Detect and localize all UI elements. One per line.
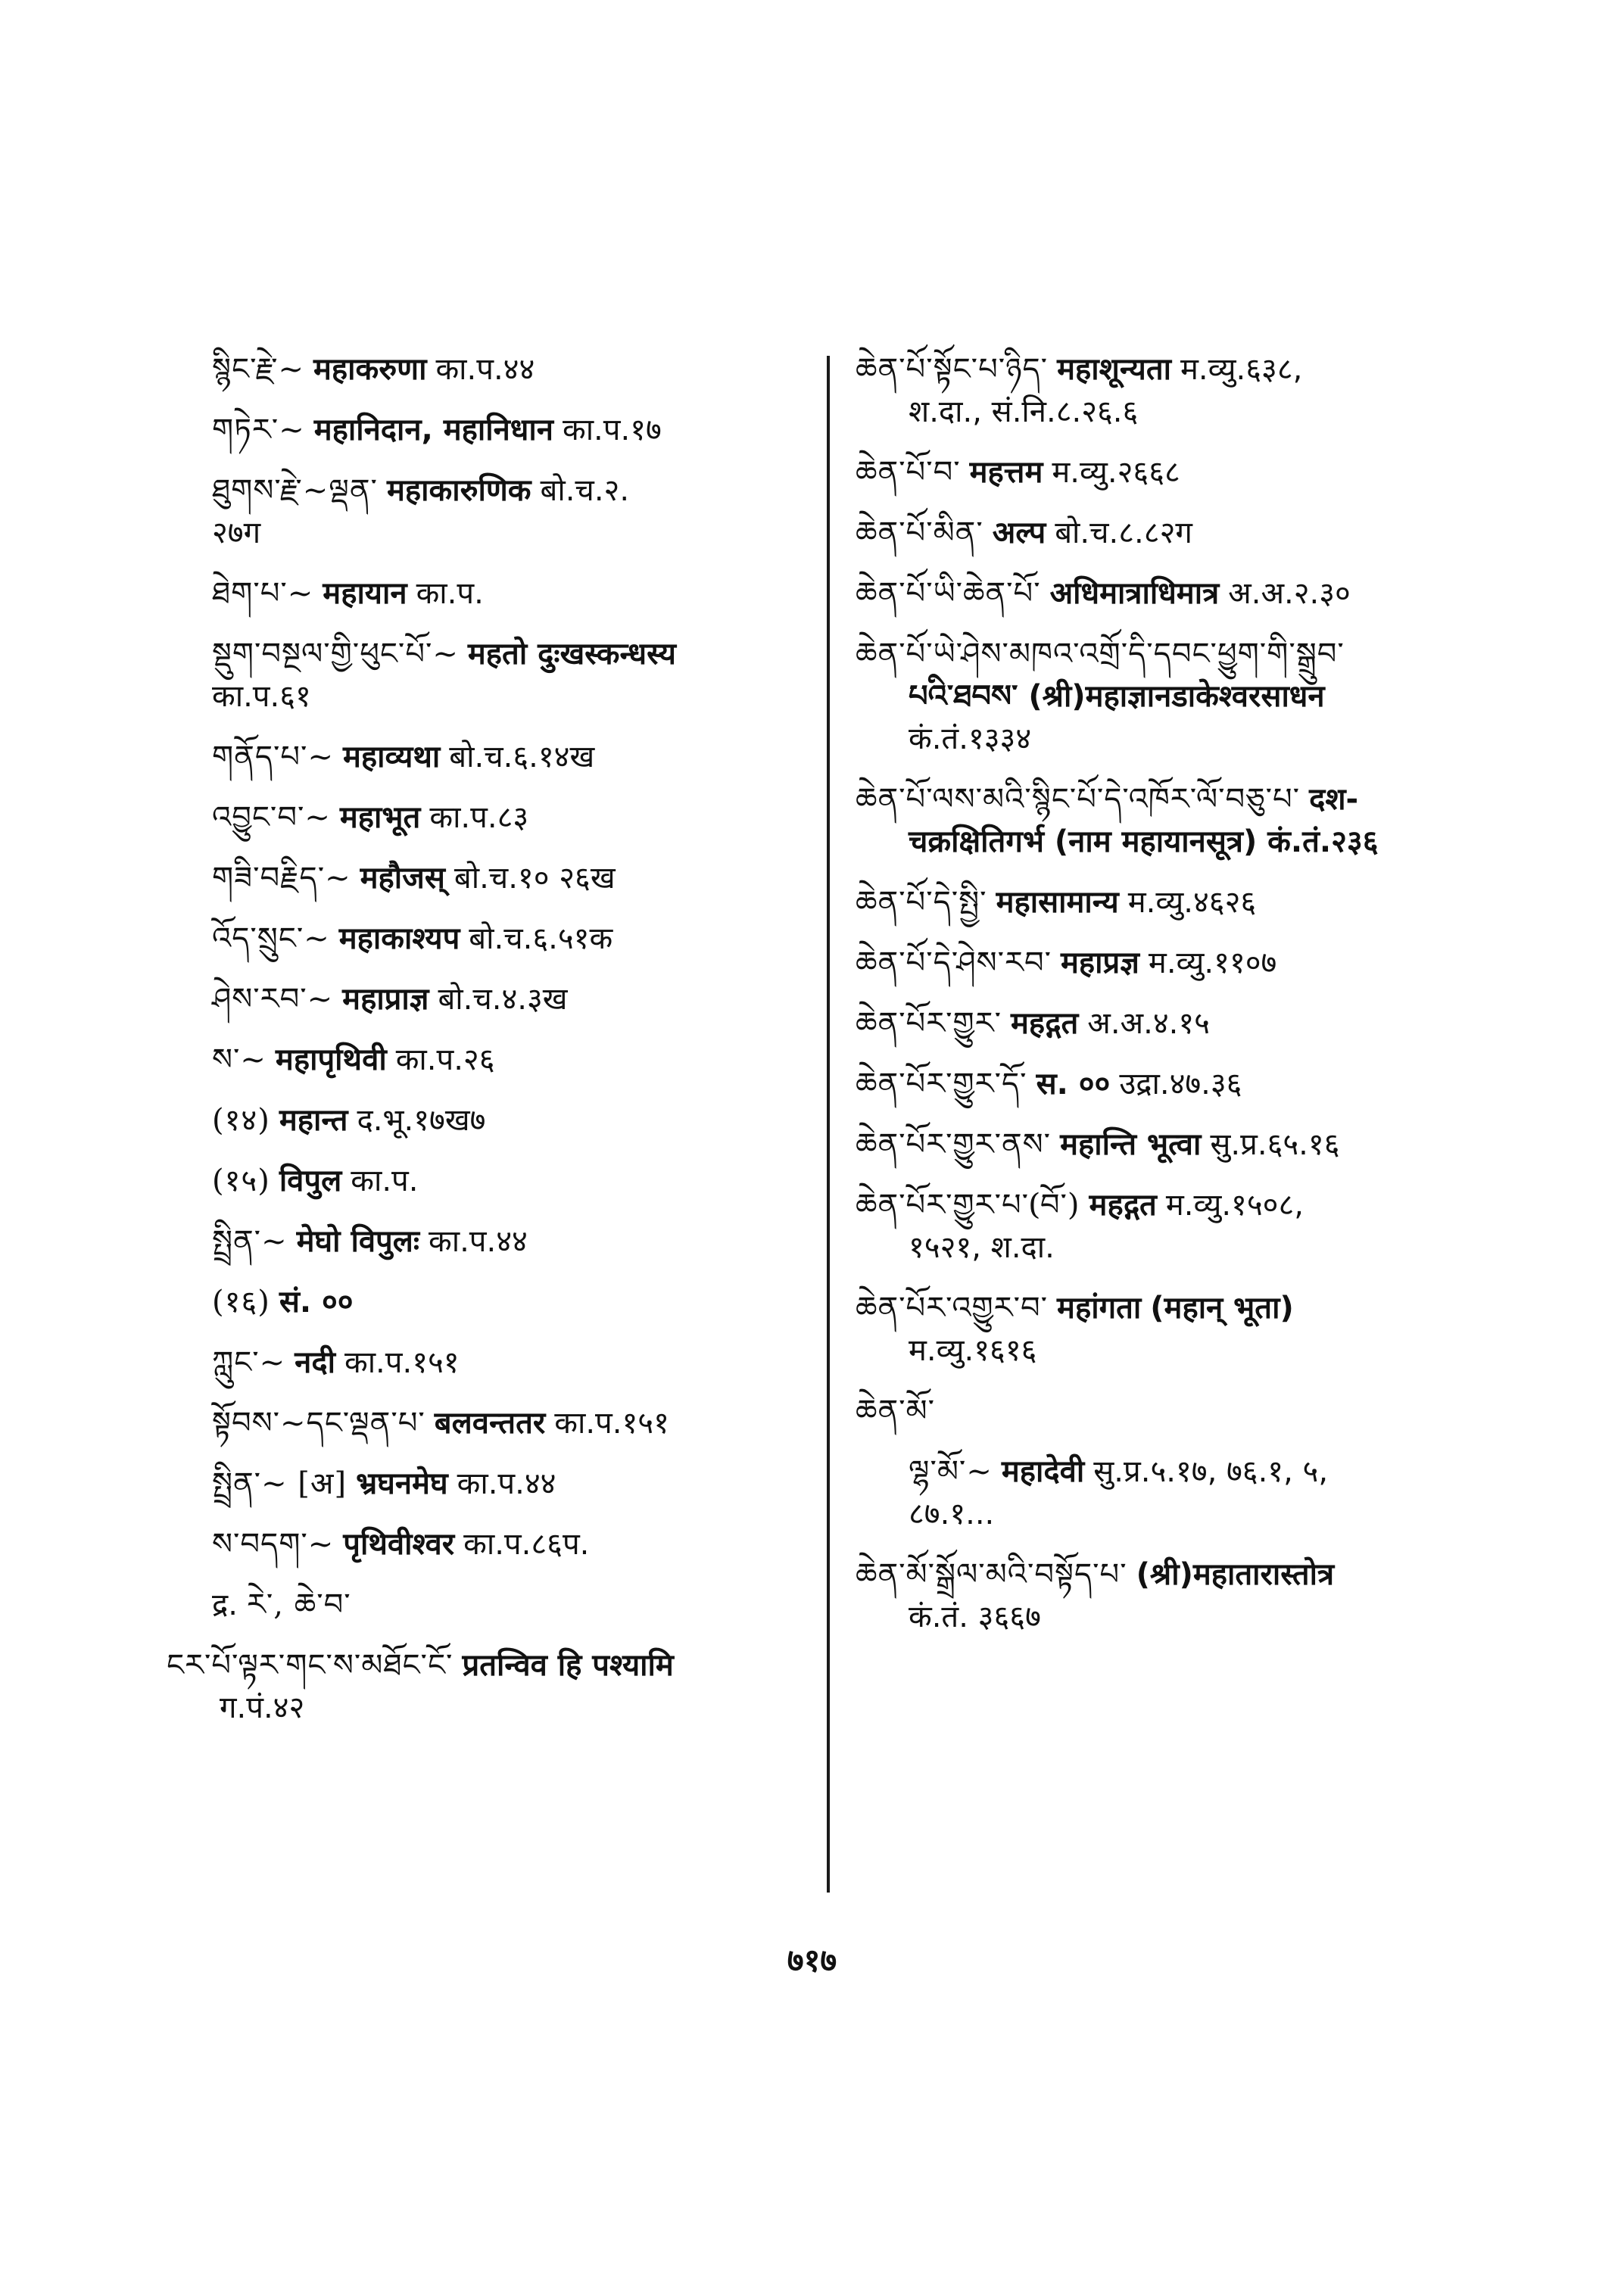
sanskrit-term: महाप्रज्ञ [1061, 946, 1139, 980]
sanskrit-term: महतो दुःखस्कन्धस्य [467, 637, 676, 671]
sanskrit-term: महानिदान, महानिधान [313, 413, 553, 447]
list-item [212, 409, 818, 451]
sanskrit-term: महाप्राज्ञ [342, 982, 429, 1017]
reference: का.प. [351, 1164, 419, 1198]
tibetan-term: ཆེན་མོ་ [856, 1394, 936, 1428]
sanskrit-term: महौजस् [360, 861, 445, 896]
tibetan-term: ཆེན་པོ་སྟོང་པ་ཉིད་ [856, 352, 1049, 387]
see-also-terms: རེ་, ཆེ་བ་ [246, 1587, 351, 1622]
reference-continuation: कं.तं. ३६६७ [909, 1600, 1041, 1634]
list-item [212, 857, 818, 899]
list-item [856, 348, 1446, 433]
tibetan-term: ས་བདག་~ [212, 1527, 335, 1562]
sanskrit-term: विपुल [279, 1164, 342, 1198]
reference: उद्रा.४७.३६ [1119, 1067, 1242, 1101]
sense-number: (१६) [212, 1285, 270, 1319]
sanskrit-continuation: चक्रक्षितिगर्भ (नाम महायानसूत्र) कं.तं.२३६ [909, 824, 1379, 859]
sanskrit-term: महाकरुणा [313, 352, 427, 387]
reference: का.प. [416, 576, 484, 611]
sanskrit-term: महान्ति भूत्वा [1060, 1127, 1202, 1162]
tibetan-term: ཆེན་མོ་སྒྲོལ་མའི་བསྟོད་པ་ [856, 1557, 1127, 1592]
sanskrit-term: बलवन्ततर [434, 1406, 546, 1441]
reference: का.प.८६प. [463, 1527, 590, 1562]
tibetan-term: འོད་སྲུང་~ [212, 921, 330, 956]
reference: का.प.४४ [457, 1466, 556, 1501]
sanskrit-term: महांगता [1057, 1291, 1142, 1326]
sanskrit-term: नदी [295, 1345, 335, 1380]
tibetan-term: ཤེས་རབ་~ [212, 982, 334, 1017]
reference: म.व्यु.६३८, [1180, 352, 1303, 387]
list-item [856, 778, 1446, 863]
list-item [212, 918, 818, 960]
sanskrit-term: दश- [1309, 782, 1359, 817]
sanskrit-term: प्रतन्विव हि पश्यामि [462, 1648, 674, 1683]
list-item [212, 1463, 818, 1505]
reference-continuation: ८७.१... [909, 1497, 995, 1531]
reference: बो.च.१० २६ख [454, 861, 616, 896]
gloss: (महान् भूता) [1150, 1291, 1294, 1326]
sanskrit-term: स. ०० [1036, 1067, 1111, 1101]
sanskrit-term: सं. ०० [279, 1285, 354, 1319]
tibetan-term: ཆེན་པོར་གྱུར་དོ་ [856, 1067, 1027, 1101]
list-item [212, 1220, 818, 1263]
list-item [856, 512, 1446, 554]
sanskrit-term: पृथिवीश्वर [343, 1527, 455, 1562]
tibetan-term: ཀླུང་~ [212, 1345, 286, 1380]
tibetan-term: སྤྲིན་~ [212, 1224, 288, 1259]
reference: बो.च.६.१४ख [449, 740, 595, 774]
sense-number: (१५) [212, 1164, 270, 1198]
list-item [856, 1553, 1446, 1638]
reference-continuation: कं.तं.१३३४ [909, 721, 1032, 756]
list-item [856, 1123, 1446, 1166]
tibetan-term: སྡུག་བསྔལ་གྱི་ཕུང་པོ་~ [212, 637, 459, 671]
sanskrit-term: महापृथिवी [275, 1042, 387, 1077]
reference: का.प.४४ [428, 1224, 528, 1259]
reference: द.भू.१७ख७ [357, 1103, 486, 1138]
list-item [212, 736, 818, 778]
list-item [212, 1584, 818, 1626]
sanskrit-term: (श्री)महातारास्तोत्र [1136, 1557, 1335, 1592]
list-item [212, 1402, 818, 1444]
reference: बो.च.८.८२ग [1055, 516, 1192, 550]
reference: म.व्यु.१५०८, [1165, 1188, 1304, 1223]
reference: का.प.८३ [429, 800, 529, 835]
list-item [212, 633, 818, 718]
tibetan-term: ཆེན་པོར་གྱུར་ནས་ [856, 1127, 1052, 1162]
reference: सु.प्र.६५.१६ [1210, 1127, 1340, 1162]
list-item [856, 942, 1446, 984]
tibetan-term: གནོད་པ་~ [212, 740, 334, 774]
left-column [167, 348, 818, 1747]
reference: का.प.१५१ [554, 1406, 669, 1441]
list-item [212, 978, 818, 1020]
sanskrit-term: महद्गत [1089, 1188, 1157, 1223]
list-item [212, 1281, 818, 1323]
sanskrit-term: अधिमात्राधिमात्र [1049, 576, 1220, 611]
list-item [856, 1450, 1446, 1535]
reference: म.व्यु.४६२६ [1127, 885, 1257, 920]
tibetan-term: འབྱུང་བ་~ [212, 800, 331, 835]
reference: बो.च.६.५१क [469, 921, 613, 956]
reference-continuation: १५२१, श.दा. [909, 1230, 1055, 1265]
tibetan-term: ཐེག་པ་~ [212, 576, 314, 611]
tibetan-term: ཆེན་པོ་ཡེ་ཤེས་མཁའ་འགྲོ་དི་དབང་ཕྱུག་གི་སྒྲུབ་ [856, 637, 1345, 671]
sanskrit-term: महद्गत [1011, 1006, 1079, 1041]
tibetan-term: ཆེན་པོ་བ་ [856, 455, 961, 490]
list-item [856, 451, 1446, 494]
list-item [856, 1002, 1446, 1045]
list-item [167, 1644, 818, 1729]
list-item [856, 1287, 1446, 1372]
sanskrit-term: महाव्यथा [342, 740, 441, 774]
tibetan-term: སྤྲིན་~ [अ] [212, 1466, 348, 1501]
column-divider [827, 356, 830, 1893]
sanskrit-term: अल्प [992, 516, 1046, 550]
tibetan-term: ཆེན་པོ་ལས་མའི་སྙིང་པོ་དེ་འཁོར་ལོ་བཅུ་པ་ [856, 782, 1301, 817]
list-item [212, 348, 818, 391]
right-column [856, 348, 1446, 1656]
sanskrit-term: महाकारुणिक [386, 473, 531, 508]
list-item [856, 633, 1446, 760]
sanskrit-term: महाकाश्यप [338, 921, 460, 956]
reference: बो.च.२. [540, 473, 630, 508]
list-item [856, 1390, 1446, 1432]
list-item [212, 469, 818, 554]
list-item [212, 1160, 818, 1202]
sanskrit-term: महाभूत [339, 800, 421, 835]
list-item [212, 1341, 818, 1384]
tibetan-term: སྟོབས་~དང་ལྡན་པ་ [212, 1406, 425, 1441]
list-item [856, 572, 1446, 615]
tibetan-term: ཆེན་པོ་དེ་ཤེས་རབ་ [856, 946, 1052, 980]
tibetan-term: ཆེན་པོར་གྱུར་པ་(ོབ་) [856, 1188, 1080, 1223]
sanskrit-term: महान्त [279, 1103, 348, 1138]
tibetan-term: ས་~ [212, 1042, 267, 1077]
tibetan-term: ངར་པོ་ལྟར་གང་ས་མཐོང་ངོ་ [167, 1648, 454, 1683]
tibetan-term: ཆེན་པོ་དེ་སྤྱི་ [856, 885, 987, 920]
sanskrit-term: महत्तम [969, 455, 1043, 490]
tibetan-term: ལྷ་མོ་~ [909, 1454, 993, 1489]
sanskrit-term: པའི་ཐབས་ (श्री)महाज्ञानडाकेश्वरसाधन [909, 679, 1325, 714]
reference-continuation: ग.पं.४२ [220, 1690, 305, 1725]
list-item [212, 796, 818, 839]
tibetan-term: ཆེན་པོ་ཡི་ཆེན་པོ་ [856, 576, 1041, 611]
tibetan-term: ཆེན་པོ་མིན་ [856, 516, 983, 550]
reference: का.प.१७ [562, 413, 662, 447]
reference-continuation: श.दा., सं.नि.८.२६.६ [909, 394, 1139, 429]
sanskrit-term: महाशून्यता [1057, 352, 1171, 387]
reference: का.प.२६ [395, 1042, 495, 1077]
tibetan-term: སྙིང་རྗེ་~ [212, 352, 304, 387]
reference: म.व्यु.२६६८ [1052, 455, 1180, 490]
reference-continuation: म.व्यु.१६१६ [909, 1333, 1037, 1368]
sanskrit-term: महासामान्य [996, 885, 1119, 920]
see-also-label: द्र. [212, 1587, 238, 1622]
list-item [212, 1523, 818, 1566]
reference: म.व्यु.११०७ [1148, 946, 1277, 980]
tibetan-term: གཟི་བརྗིད་~ [212, 861, 351, 896]
sanskrit-term: महायान [323, 576, 407, 611]
tibetan-term: ཆེན་པོར་གྱུར་ [856, 1006, 1002, 1041]
list-item [212, 572, 818, 615]
list-item [856, 1063, 1446, 1105]
list-item [212, 1039, 818, 1081]
reference: का.प.१५१ [344, 1345, 460, 1380]
tibetan-term: ཆེན་པོར་འགྱུར་བ་ [856, 1291, 1049, 1326]
tibetan-term: གཏེར་~ [212, 413, 305, 447]
sanskrit-term: मेघो विपुलः [296, 1224, 419, 1259]
page-number: ७१७ [787, 1942, 837, 1979]
sanskrit-term: महादेवी [1001, 1454, 1085, 1489]
sanskrit-term: भ्रघनमेघ [356, 1466, 448, 1501]
reference: अ.अ.२.३० [1228, 576, 1351, 611]
list-item [212, 1099, 818, 1142]
list-item [856, 881, 1446, 924]
reference: सु.प्र.५.१७, ७६.१, ५, [1093, 1454, 1329, 1489]
list-item [856, 1184, 1446, 1269]
reference-continuation: २७ग [212, 516, 261, 550]
reference-continuation: का.प.६१ [212, 679, 311, 714]
reference: अ.अ.४.१५ [1087, 1006, 1210, 1041]
sense-number: (१४) [212, 1103, 270, 1138]
tibetan-term: ཐུགས་རྗེ་~ལྡན་ [212, 473, 378, 508]
reference: का.प.४४ [435, 352, 535, 387]
reference: बो.च.४.३ख [438, 982, 568, 1017]
